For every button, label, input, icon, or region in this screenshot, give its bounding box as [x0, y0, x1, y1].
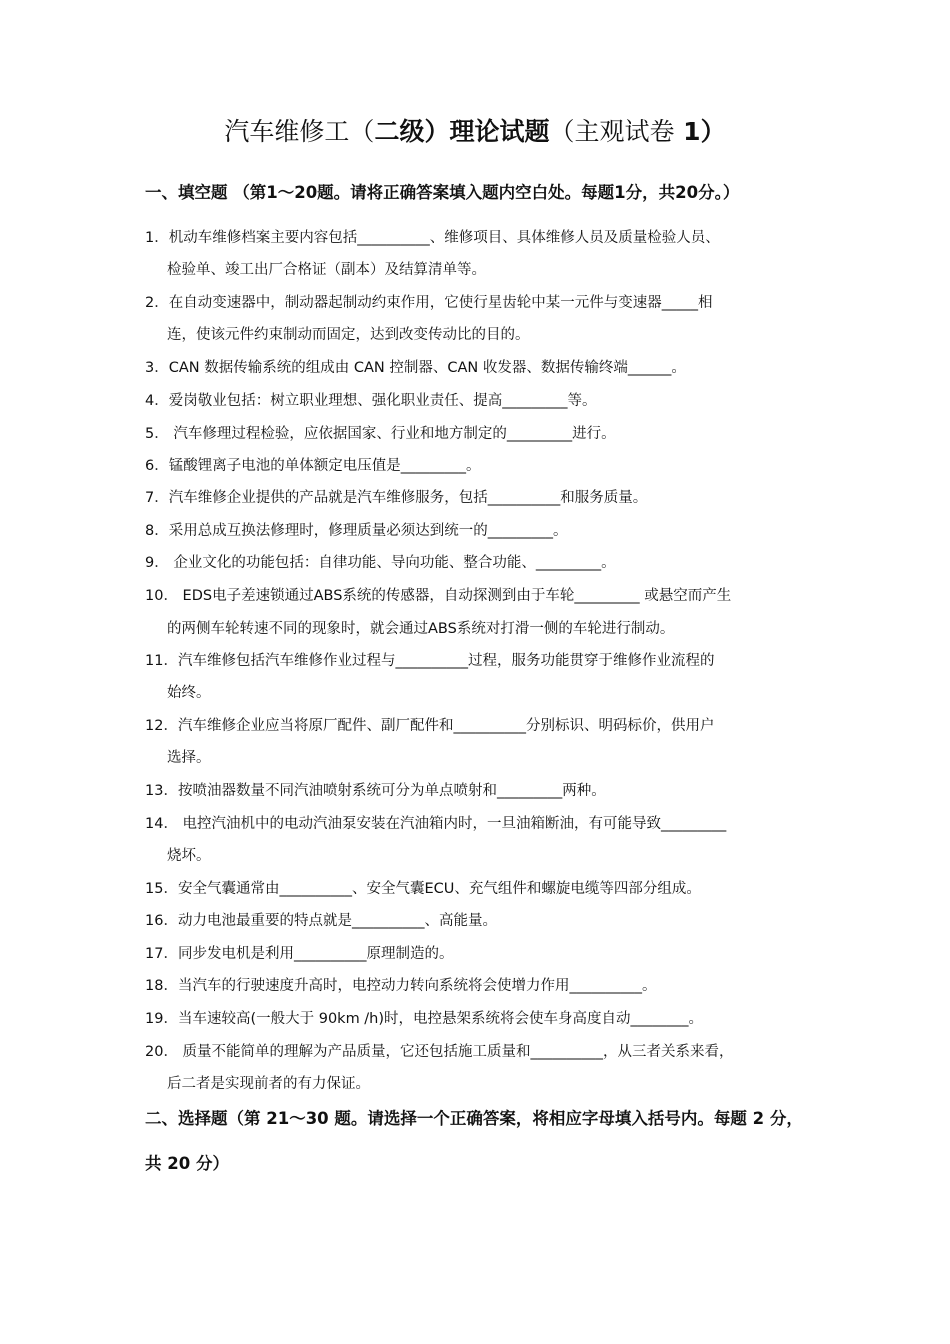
question-9-text: 企业文化的功能包括：自律功能、导向功能、整合功能、_________。 [168, 555, 616, 571]
question-4-text: 爱岗敬业包括：树立职业理想、强化职业责任、提高_________等。 [168, 393, 597, 409]
section2-heading-line-1: 二、选择题（第 21～30 题。请选择一个正确答案，将相应字母填入括号内。每题 2 分， [145, 1109, 803, 1128]
question-11-text: 汽车维修包括汽车维修作业过程与__________过程，服务功能贯穿于维修作业流程的 [177, 653, 715, 669]
question-8-number: 8． [145, 523, 169, 539]
section1-heading: 一、填空题 （第1～20题。请将正确答案填入题内空白处。每题1分，共20分。） [145, 183, 740, 202]
question-13-line-1 [145, 780, 606, 802]
question-19-line-1 [145, 1008, 703, 1030]
question-20-line-1 [145, 1041, 734, 1063]
question-1-number: 1． [145, 230, 169, 246]
page-title [0, 114, 950, 150]
question-20-line-2: 后二者是实现前者的有力保证。 [167, 1076, 370, 1092]
question-5-number: 5． [145, 426, 169, 442]
question-1-text: 机动车维修档案主要内容包括__________、维修项目、具体维修人员及质量检验人员、 [168, 230, 720, 246]
question-12-number: 12． [145, 718, 178, 734]
question-15-text: 安全气囊通常由__________、安全气囊ECU、充气组件和螺旋电缆等四部分组成。 [177, 881, 701, 897]
question-7-number: 7． [145, 490, 169, 506]
question-6-number: 6． [145, 458, 169, 474]
question-17-line-1 [145, 943, 453, 965]
question-8-line-1 [145, 520, 567, 542]
question-2-line-1 [145, 292, 712, 314]
title-part4: 1） [674, 117, 726, 146]
question-16-line-1 [145, 910, 497, 932]
question-17-text: 同步发电机是利用__________原理制造的。 [177, 946, 454, 962]
question-2-text: 在自动变速器中，制动器起制动约束作用，它使行星齿轮中某一元件与变速器_____相 [168, 295, 713, 311]
question-6-line-1 [145, 455, 480, 477]
title-part3: （主观试卷 [549, 117, 675, 146]
question-10-line-1 [145, 585, 731, 607]
question-10-text: EDS电子差速锁通过ABS系统的传感器，自动探测到由于车轮_________ 或悬空而产生 [177, 588, 732, 604]
question-5-text: 汽车修理过程检验，应依据国家、行业和地方制定的_________进行。 [168, 426, 616, 442]
question-7-line-1 [145, 487, 647, 509]
question-1-line-2: 检验单、竣工出厂合格证（副本）及结算清单等。 [167, 262, 486, 278]
question-16-number: 16． [145, 913, 178, 929]
question-11-number: 11． [145, 653, 178, 669]
question-14-text: 电控汽油机中的电动汽油泵安装在汽油箱内时，一旦油箱断油，有可能导致_________ [177, 816, 727, 832]
question-11-line-2: 始终。 [167, 685, 211, 701]
question-9-line-1 [145, 552, 616, 574]
question-13-number: 13． [145, 783, 178, 799]
question-20-text: 质量不能简单的理解为产品质量，它还包括施工质量和__________，从三者关系来看， [177, 1044, 734, 1060]
question-7-text: 汽车维修企业提供的产品就是汽车维修服务，包括__________和服务质量。 [168, 490, 648, 506]
question-3-number: 3． [145, 360, 169, 376]
question-18-line-1 [145, 975, 656, 997]
question-14-line-2: 烧坏。 [167, 848, 211, 864]
question-13-text: 按喷油器数量不同汽油喷射系统可分为单点喷射和_________两种。 [177, 783, 606, 799]
title-part2: 二级）理论试题 [374, 117, 550, 146]
question-12-text: 汽车维修企业应当将原厂配件、副厂配件和__________分别标识、明码标价，供用户 [177, 718, 715, 734]
question-16-text: 动力电池最重要的特点就是__________、高能量。 [177, 913, 497, 929]
question-2-line-2: 连，使该元件约束制动而固定，达到改变传动比的目的。 [167, 327, 530, 343]
question-19-number: 19． [145, 1011, 178, 1027]
question-18-number: 18． [145, 978, 178, 994]
question-8-text: 采用总成互换法修理时，修理质量必须达到统一的_________。 [168, 523, 568, 539]
section2-heading-line-2: 共 20 分） [145, 1154, 229, 1173]
question-20-number: 20． [145, 1044, 178, 1060]
question-10-number: 10． [145, 588, 178, 604]
question-18-text: 当汽车的行驶速度升高时，电控动力转向系统将会使增力作用__________。 [177, 978, 657, 994]
question-14-line-1 [145, 813, 726, 835]
question-11-line-1 [145, 650, 714, 672]
question-4-number: 4． [145, 393, 169, 409]
question-17-number: 17． [145, 946, 178, 962]
question-19-text: 当车速较高(一般大于 90km /h)时，电控悬架系统将会使车身高度自动________。 [177, 1011, 704, 1027]
question-6-text: 锰酸锂离子电池的单体额定电压值是_________。 [168, 458, 481, 474]
question-3-line-1 [145, 357, 686, 379]
question-15-line-1 [145, 878, 701, 900]
question-2-number: 2． [145, 295, 169, 311]
question-4-line-1 [145, 390, 596, 412]
question-9-number: 9． [145, 555, 169, 571]
question-3-text: CAN 数据传输系统的组成由 CAN 控制器、CAN 收发器、数据传输终端______。 [168, 360, 686, 376]
question-12-line-1 [145, 715, 714, 737]
question-10-line-2: 的两侧车轮转速不同的现象时，就会通过ABS系统对打滑一侧的车轮进行制动。 [167, 621, 675, 637]
question-14-number: 14． [145, 816, 178, 832]
question-12-line-2: 选择。 [167, 750, 211, 766]
question-15-number: 15． [145, 881, 178, 897]
question-1-line-1 [145, 227, 720, 249]
title-part1: 汽车维修工（ [224, 117, 375, 146]
question-5-line-1 [145, 423, 616, 445]
